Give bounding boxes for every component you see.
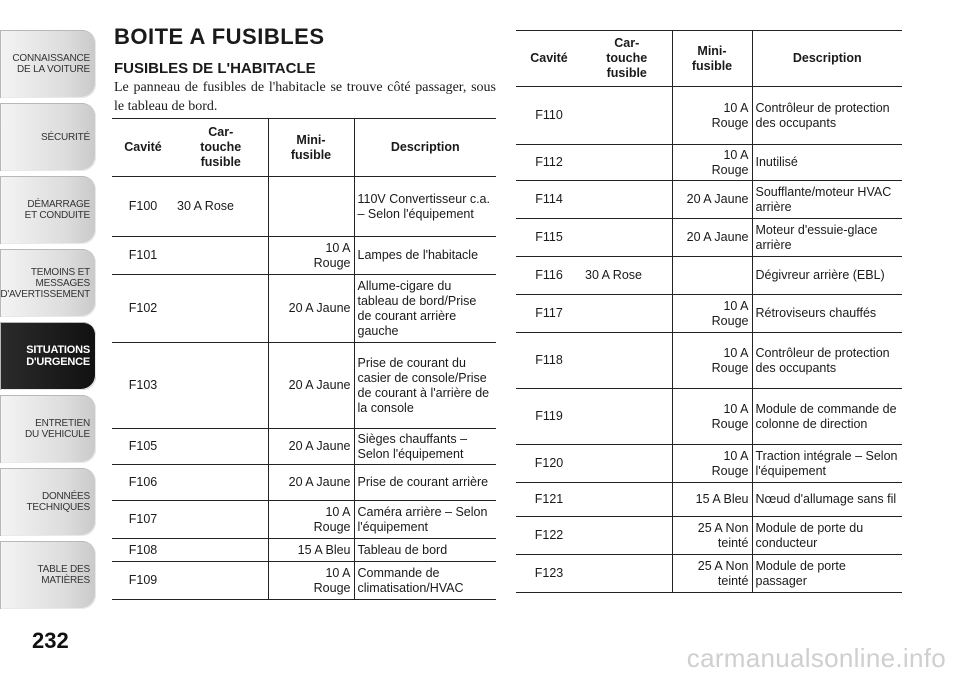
tab-label: DONNÉES TECHNIQUES <box>26 491 90 513</box>
cell-cavite: F106 <box>112 465 174 501</box>
tab-donnees[interactable] <box>0 468 96 536</box>
cell-cavite: F114 <box>516 181 582 219</box>
header-mini: Mini- fusible <box>672 31 752 87</box>
cell-mini: 10 A Rouge <box>672 445 752 483</box>
table-row <box>112 501 496 539</box>
cell-description: Module de porte passager <box>752 555 902 593</box>
table-row <box>112 177 496 237</box>
cell-mini: 10 A Rouge <box>268 501 354 539</box>
cell-cartouche <box>582 87 672 145</box>
cell-description: Sièges chauffants – Selon l'équipement <box>354 429 496 465</box>
cell-mini: 10 A Rouge <box>268 562 354 600</box>
intro-paragraph: Le panneau de fusibles de l'habitacle se trouve côté passager, sous le tableau de bord. <box>114 80 496 114</box>
tab-demarrage[interactable] <box>0 176 96 244</box>
cell-cavite: F123 <box>516 555 582 593</box>
table-row <box>112 343 496 429</box>
cell-cavite: F110 <box>516 87 582 145</box>
cell-cartouche <box>174 501 268 539</box>
cell-description: Nœud d'allumage sans fil <box>752 483 902 517</box>
cell-description: Dégivreur arrière (EBL) <box>752 257 902 295</box>
cell-cavite: F116 <box>516 257 582 295</box>
cell-description: Allume-cigare du tableau de bord/Prise de courant arrière gauche <box>354 275 496 343</box>
cell-cavite: F103 <box>112 343 174 429</box>
page-title: BOITE A FUSIBLES <box>114 24 325 49</box>
table-row <box>516 87 902 145</box>
cell-cavite: F108 <box>112 539 174 562</box>
cell-cavite: F117 <box>516 295 582 333</box>
table-row <box>516 333 902 389</box>
cell-mini: 20 A Jaune <box>268 429 354 465</box>
cell-cartouche <box>582 483 672 517</box>
table-row <box>516 483 902 517</box>
cell-mini: 10 A Rouge <box>672 333 752 389</box>
cell-cartouche <box>174 539 268 562</box>
table-row <box>516 219 902 257</box>
cell-description: 110V Convertisseur c.a. – Selon l'équipement <box>354 177 496 237</box>
cell-description: Inutilisé <box>752 145 902 181</box>
cell-cartouche <box>582 333 672 389</box>
table-row <box>112 429 496 465</box>
cell-description: Lampes de l'habitacle <box>354 237 496 275</box>
tab-label: ENTRETIEN DU VEHICULE <box>24 418 90 440</box>
table-row <box>516 389 902 445</box>
cell-cavite: F115 <box>516 219 582 257</box>
cell-description: Caméra arrière – Selon l'équipement <box>354 501 496 539</box>
table-row <box>112 237 496 275</box>
cell-cavite: F119 <box>516 389 582 445</box>
table-row <box>516 145 902 181</box>
cell-mini <box>268 177 354 237</box>
cell-cartouche <box>174 275 268 343</box>
cell-mini: 15 A Bleu <box>672 483 752 517</box>
tab-situations-urgence[interactable] <box>0 322 96 390</box>
cell-description: Contrôleur de protection des occupants <box>752 87 902 145</box>
cell-cartouche <box>582 555 672 593</box>
cell-cavite: F107 <box>112 501 174 539</box>
cell-cartouche: 30 A Rose <box>582 257 672 295</box>
table-row <box>516 257 902 295</box>
cell-description: Contrôleur de protection des occupants <box>752 333 902 389</box>
cell-description: Rétroviseurs chauffés <box>752 295 902 333</box>
tab-table-matieres[interactable] <box>0 541 96 609</box>
tab-entretien[interactable] <box>0 395 96 463</box>
tab-label: CONNAISSANCE DE LA VOITURE <box>12 53 90 75</box>
cell-description: Traction intégrale – Selon l'équipement <box>752 445 902 483</box>
page-number: 232 <box>32 628 69 653</box>
cell-cavite: F118 <box>516 333 582 389</box>
table-row <box>516 517 902 555</box>
table-row <box>112 465 496 501</box>
cell-cartouche <box>174 429 268 465</box>
cell-mini: 20 A Jaune <box>268 343 354 429</box>
cell-cavite: F105 <box>112 429 174 465</box>
header-cartouche: Car- touche fusible <box>174 119 268 177</box>
tab-connaissance[interactable] <box>0 30 96 98</box>
cell-cartouche <box>174 343 268 429</box>
tab-label: SÉCURITÉ <box>41 131 90 143</box>
table-row <box>516 445 902 483</box>
fuse-table-left <box>112 118 496 600</box>
cell-cavite: F112 <box>516 145 582 181</box>
cell-cartouche <box>582 445 672 483</box>
cell-description: Moteur d'essuie-glace arrière <box>752 219 902 257</box>
table-row <box>112 562 496 600</box>
cell-cartouche <box>582 219 672 257</box>
fuse-table-right <box>516 30 902 593</box>
cell-mini <box>672 257 752 295</box>
cell-cavite: F100 <box>112 177 174 237</box>
cell-description: Commande de climatisation/HVAC <box>354 562 496 600</box>
tab-temoins[interactable] <box>0 249 96 317</box>
section-title: FUSIBLES DE L'HABITACLE <box>114 60 316 77</box>
cell-cavite: F120 <box>516 445 582 483</box>
cell-mini: 10 A Rouge <box>672 389 752 445</box>
cell-mini: 10 A Rouge <box>672 145 752 181</box>
cell-cartouche <box>174 465 268 501</box>
cell-description: Module de porte du conducteur <box>752 517 902 555</box>
tab-label: SITUATIONS D'URGENCE <box>26 344 90 368</box>
cell-mini: 25 A Non teinté <box>672 555 752 593</box>
cell-description: Tableau de bord <box>354 539 496 562</box>
header-description: Description <box>354 119 496 177</box>
cell-cavite: F122 <box>516 517 582 555</box>
table-row <box>112 539 496 562</box>
header-cavite: Cavité <box>516 31 582 87</box>
watermark: carmanualsonline.info <box>686 643 946 673</box>
header-description: Description <box>752 31 902 87</box>
tab-securite[interactable] <box>0 103 96 171</box>
header-cavite: Cavité <box>112 119 174 177</box>
header-cartouche: Car- touche fusible <box>582 31 672 87</box>
table-row <box>516 295 902 333</box>
cell-cartouche <box>582 145 672 181</box>
cell-cavite: F109 <box>112 562 174 600</box>
cell-cartouche <box>582 295 672 333</box>
cell-cavite: F121 <box>516 483 582 517</box>
tab-label: DÉMARRAGE ET CONDUITE <box>24 199 90 221</box>
cell-mini: 25 A Non teinté <box>672 517 752 555</box>
table-row <box>516 181 902 219</box>
cell-mini: 10 A Rouge <box>268 237 354 275</box>
tab-label: TEMOINS ET MESSAGES D'AVERTISSEMENT <box>0 266 90 300</box>
table-row <box>112 275 496 343</box>
cell-mini: 20 A Jaune <box>672 219 752 257</box>
table-row <box>516 555 902 593</box>
header-mini: Mini- fusible <box>268 119 354 177</box>
cell-mini: 10 A Rouge <box>672 295 752 333</box>
cell-description: Soufflante/moteur HVAC arrière <box>752 181 902 219</box>
cell-cavite: F101 <box>112 237 174 275</box>
cell-mini: 20 A Jaune <box>672 181 752 219</box>
cell-description: Module de commande de colonne de direction <box>752 389 902 445</box>
cell-description: Prise de courant arrière <box>354 465 496 501</box>
cell-cartouche <box>174 237 268 275</box>
cell-cartouche <box>582 389 672 445</box>
cell-mini: 15 A Bleu <box>268 539 354 562</box>
cell-mini: 20 A Jaune <box>268 465 354 501</box>
cell-mini: 10 A Rouge <box>672 87 752 145</box>
cell-mini: 20 A Jaune <box>268 275 354 343</box>
cell-cartouche <box>582 517 672 555</box>
cell-description: Prise de courant du casier de console/Prise de courant à l'arrière de la console <box>354 343 496 429</box>
cell-cartouche <box>174 562 268 600</box>
cell-cavite: F102 <box>112 275 174 343</box>
cell-cartouche <box>582 181 672 219</box>
tab-label: TABLE DES MATIÈRES <box>37 564 90 586</box>
cell-cartouche: 30 A Rose <box>174 177 268 237</box>
